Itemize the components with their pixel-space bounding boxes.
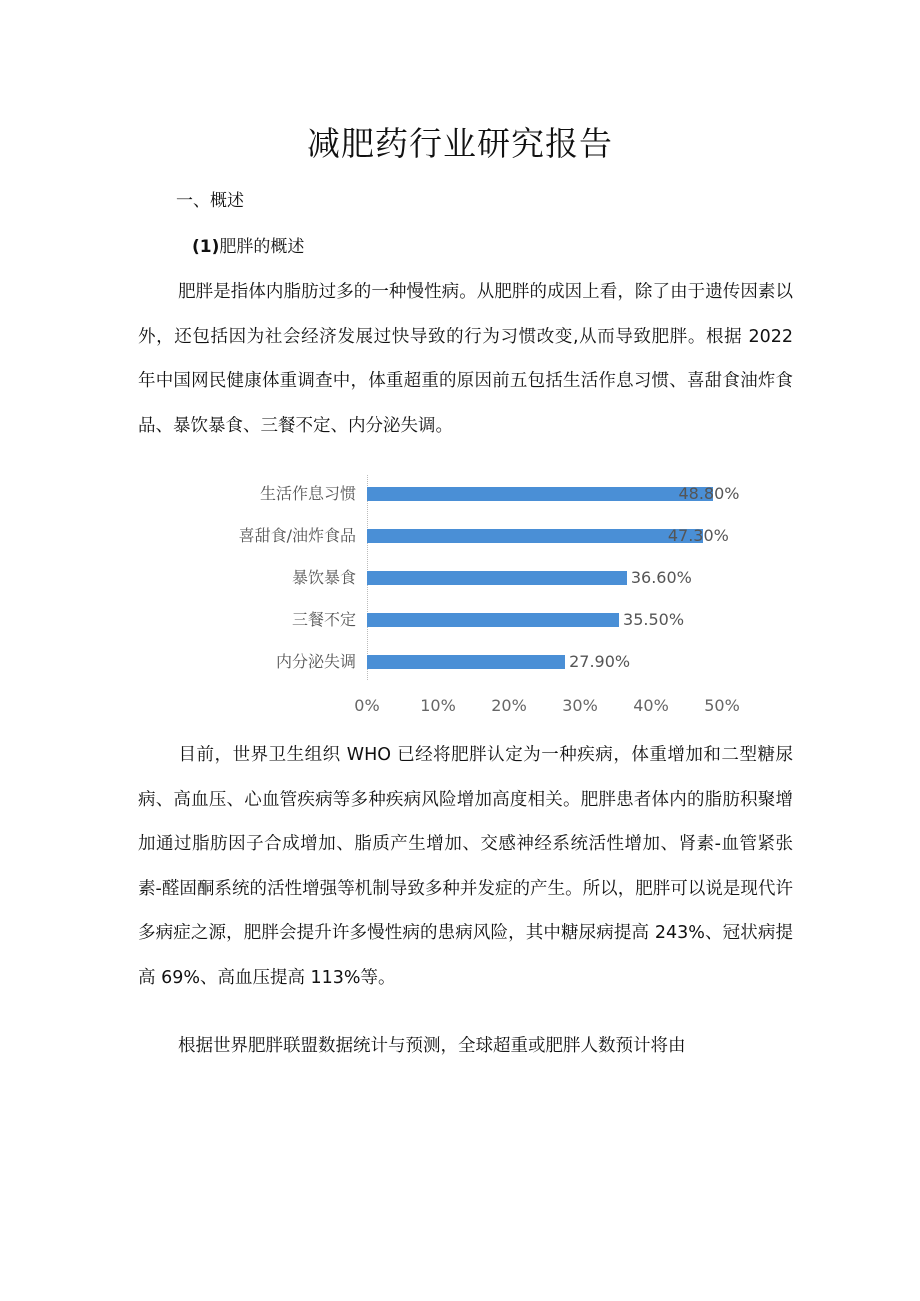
paragraph-1 — [138, 270, 793, 448]
axis-tick-label: 20% — [491, 696, 527, 715]
bar — [367, 613, 619, 627]
axis-tick-label: 30% — [562, 696, 598, 715]
chart-row — [200, 652, 770, 672]
section-heading: 一、概述 — [176, 191, 244, 211]
subsection-number: (1) — [192, 237, 220, 257]
bar — [367, 487, 713, 501]
value-label: 36.60% — [630, 568, 692, 587]
axis-tick-label: 0% — [354, 696, 380, 715]
category-label: 暴饮暴食 — [291, 568, 356, 587]
category-label: 三餐不定 — [291, 610, 356, 629]
paragraph-3 — [138, 1024, 793, 1069]
category-label: 喜甜食/油炸食品 — [238, 526, 356, 545]
value-label: 27.90% — [569, 652, 631, 671]
axis-tick-label: 50% — [704, 696, 740, 715]
category-label: 生活作息习惯 — [259, 484, 356, 503]
subsection-title: 肥胖的概述 — [219, 237, 305, 257]
chart-row — [200, 568, 770, 588]
value-label: 47.30% — [667, 526, 729, 545]
bar — [367, 571, 627, 585]
bar — [367, 655, 565, 669]
paragraph-3-text: 根据世界肥胖联盟数据统计与预测，全球超重或肥胖人数预计将由 — [178, 1036, 686, 1056]
subsection-heading — [192, 232, 304, 257]
paragraph-2-text: 目前，世界卫生组织 WHO 已经将肥胖认定为一种疾病，体重增加和二型糖尿病、高血压、心血管疾病等多种疾病风险增加高度相关。肥胖患者体内的脂肪积聚增加通过脂肪因子合成增加、脂质产生增加、交感神经系统活性增加、肾素-血管紧张素-醛固酮系统的活性增强等机制导致多种并发症的产生。所以，肥胖可以说是现代许多病症之源，肥胖会提升许多慢性病的患病风险，其中糖尿病提高 243%、冠状病提高 69%、高血压提高 113%等。 — [138, 745, 793, 988]
paragraph-1-text: 肥胖是指体内脂肪过多的一种慢性病。从肥胖的成因上看，除了由于遗传因素以外，还包括因为社会经济发展过快导致的行为习惯改变,从而导致肥胖。根据 2022 年中国网民健康体重调查中，体重超重的原因前五包括生活作息习惯、喜甜食油炸食品、暴饮暴食、三餐不定、内分泌失调。 — [138, 282, 793, 436]
value-label: 48.80% — [678, 484, 740, 503]
category-label: 内分泌失调 — [275, 652, 356, 671]
chart-row — [200, 610, 770, 630]
value-label: 35.50% — [623, 610, 685, 629]
bar-chart — [200, 475, 770, 725]
bar — [367, 529, 703, 543]
document-title: 减肥药行业研究报告 — [307, 124, 613, 163]
chart-row — [200, 526, 770, 546]
value-axis-ticks — [200, 696, 770, 716]
paragraph-2 — [138, 733, 793, 1000]
axis-tick-label: 10% — [420, 696, 456, 715]
chart-row — [200, 484, 770, 504]
axis-tick-label: 40% — [633, 696, 669, 715]
